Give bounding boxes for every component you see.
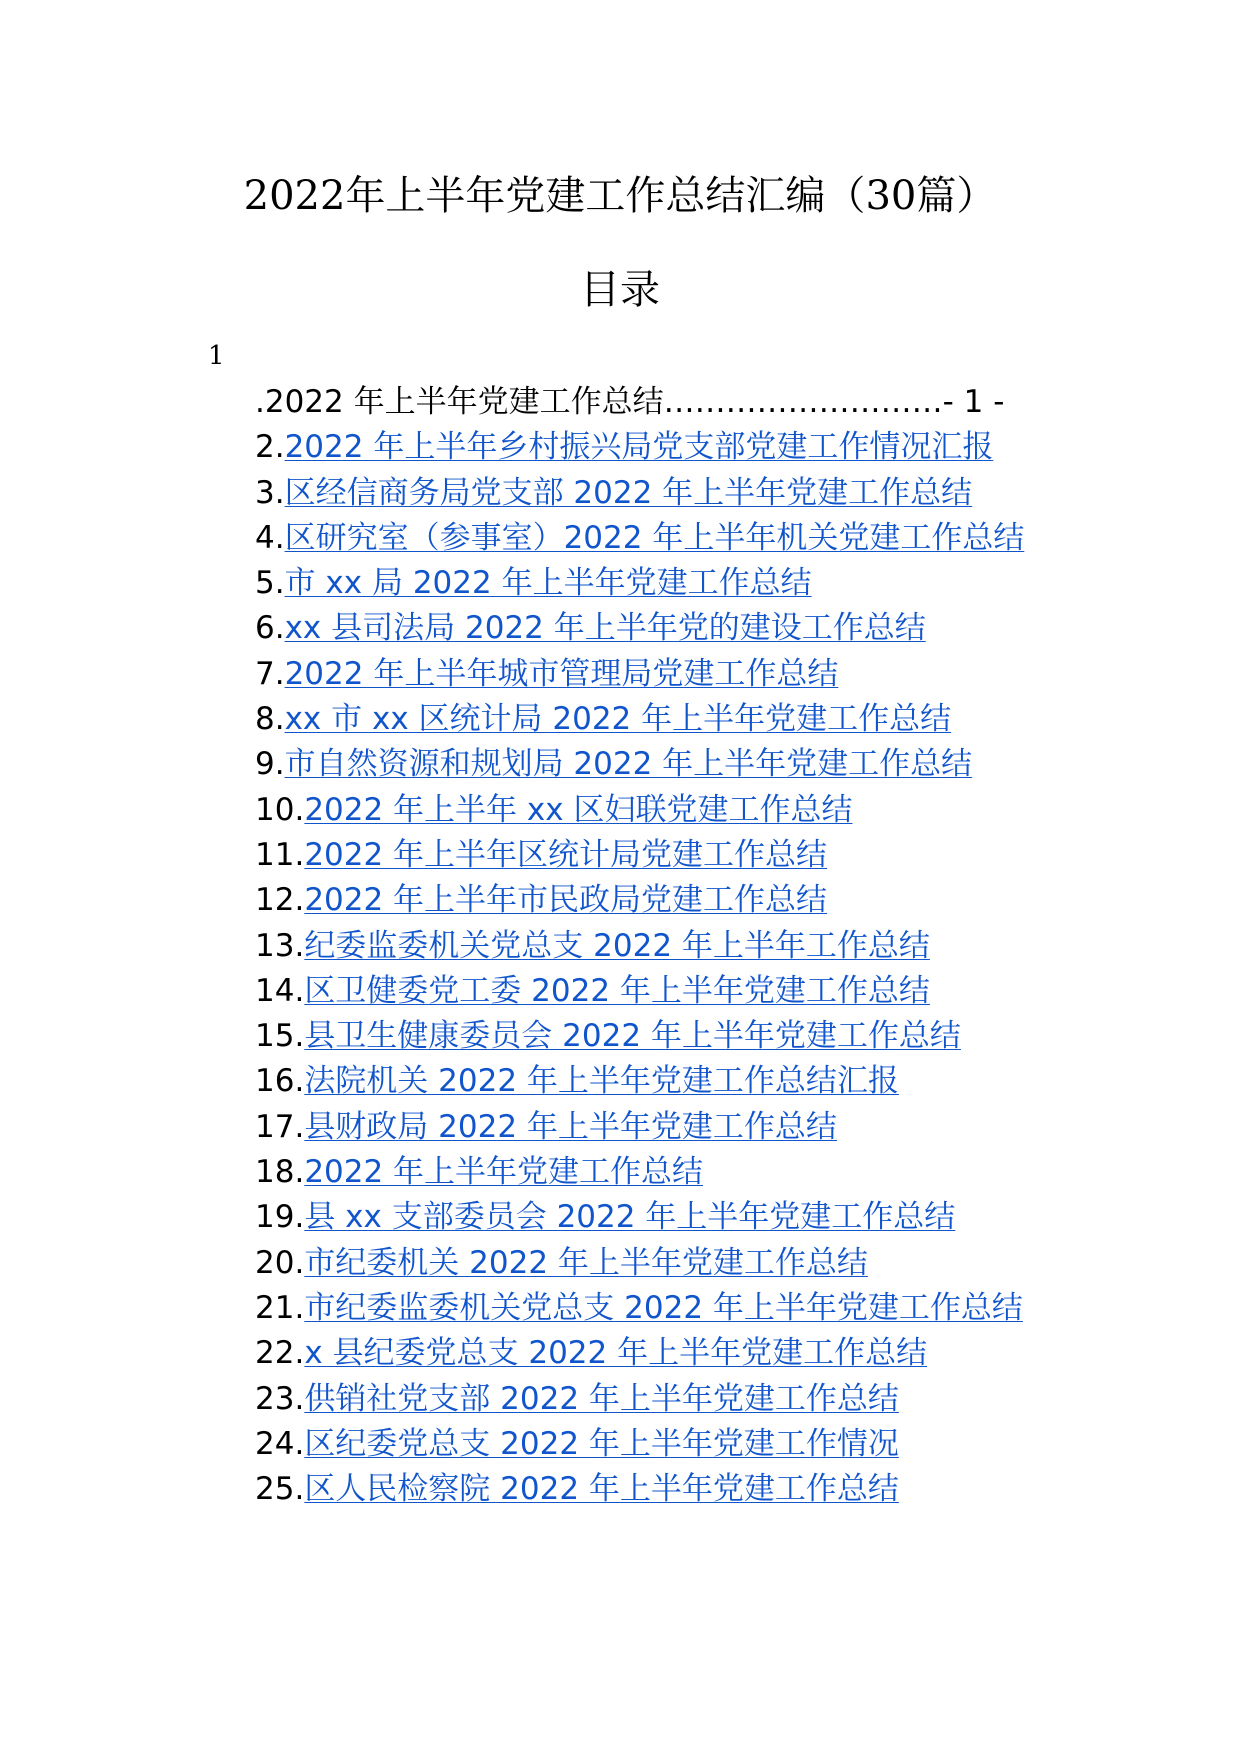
toc-entry-link[interactable]: 县 xx 支部委员会 2022 年上半年党建工作总结	[304, 1199, 956, 1236]
toc-entry-7[interactable]	[187, 652, 1047, 697]
toc-entry-link[interactable]: 区人民检察院 2022 年上半年党建工作总结	[304, 1471, 899, 1508]
toc-entry-list	[187, 425, 1047, 1512]
toc-entry-6[interactable]	[187, 606, 1047, 651]
toc-entry-link[interactable]: 2022 年上半年区统计局党建工作总结	[304, 836, 828, 873]
toc-entry-link[interactable]: 纪委监委机关党总支 2022 年上半年工作总结	[304, 927, 930, 964]
title-year: 2022	[243, 173, 346, 219]
toc-entry-20[interactable]	[187, 1241, 1047, 1286]
toc-entry-link[interactable]: 区经信商务局党支部 2022 年上半年党建工作总结	[284, 474, 973, 511]
toc-entry-number: 25.	[255, 1471, 305, 1508]
toc-entry-15[interactable]	[187, 1014, 1047, 1059]
toc-entry-number: 22.	[255, 1335, 305, 1372]
toc-entry-link[interactable]: x 县纪委党总支 2022 年上半年党建工作总结	[304, 1335, 928, 1372]
toc-entry-1[interactable]	[187, 380, 1047, 425]
toc-dot-leader: ………………………	[663, 384, 943, 420]
toc-entry-22[interactable]	[187, 1331, 1047, 1376]
toc-entry-number: 20.	[255, 1244, 305, 1281]
toc-entry-number: 13.	[255, 927, 305, 964]
toc-entry-link[interactable]: 2022 年上半年党建工作总结	[304, 1154, 704, 1191]
toc-entry-5[interactable]	[187, 561, 1047, 606]
toc-entry-number: 2.	[255, 429, 285, 466]
toc-entry-21[interactable]	[187, 1286, 1047, 1331]
toc-entry-3[interactable]	[187, 471, 1047, 516]
toc-entry-link[interactable]: 市纪委监委机关党总支 2022 年上半年党建工作总结	[304, 1289, 1023, 1326]
toc-entry-16[interactable]	[187, 1059, 1047, 1104]
toc-entry-title: .2022 年上半年党建工作总结	[255, 384, 664, 420]
toc-entry-link[interactable]: 县财政局 2022 年上半年党建工作总结	[304, 1108, 837, 1145]
toc-entry-number: 3.	[255, 474, 285, 511]
toc-entry-number: 12.	[255, 882, 305, 919]
toc-entry-number: 19.	[255, 1199, 305, 1236]
toc-entry-number: 7.	[255, 655, 285, 692]
toc-entry-link[interactable]: 市纪委机关 2022 年上半年党建工作总结	[304, 1244, 868, 1281]
toc-entry-link[interactable]: 2022 年上半年乡村振兴局党支部党建工作情况汇报	[284, 429, 994, 466]
toc-entry-number: 23.	[255, 1380, 305, 1417]
toc-entry-2[interactable]	[187, 425, 1047, 470]
title-tail: 篇）	[916, 173, 997, 219]
toc-entry-19[interactable]	[187, 1195, 1047, 1240]
toc-entry-11[interactable]	[187, 833, 1047, 878]
first-entry-index: 1	[208, 341, 225, 371]
toc-entry-number: 24.	[255, 1425, 305, 1462]
toc-entry-link[interactable]: 区纪委党总支 2022 年上半年党建工作情况	[304, 1425, 899, 1462]
toc-entry-link[interactable]: 市 xx 局 2022 年上半年党建工作总结	[284, 565, 812, 602]
toc-entry-number: 18.	[255, 1154, 305, 1191]
toc-entry-number: 15.	[255, 1018, 305, 1055]
toc-entry-link[interactable]: xx 市 xx 区统计局 2022 年上半年党建工作总结	[284, 701, 952, 738]
toc-entry-number: 14.	[255, 972, 305, 1009]
toc-entry-link[interactable]: 区研究室（参事室）2022 年上半年机关党建工作总结	[284, 519, 1025, 556]
toc-entry-number: 11.	[255, 836, 305, 873]
toc-entry-4[interactable]	[187, 516, 1047, 561]
toc-entry-number: 6.	[255, 610, 285, 647]
toc-entry-link[interactable]: 法院机关 2022 年上半年党建工作总结汇报	[304, 1063, 899, 1100]
toc-entry-12[interactable]	[187, 878, 1047, 923]
toc-entry-23[interactable]	[187, 1377, 1047, 1422]
toc-page-number: - 1 -	[942, 384, 1005, 420]
toc-entry-number: 16.	[255, 1063, 305, 1100]
toc-entry-14[interactable]	[187, 969, 1047, 1014]
toc-entry-8[interactable]	[187, 697, 1047, 742]
toc-entry-link[interactable]: 2022 年上半年市民政局党建工作总结	[304, 882, 828, 919]
title-count: 30	[865, 173, 917, 219]
toc-entry-17[interactable]	[187, 1105, 1047, 1150]
toc-entry-link[interactable]: 市自然资源和规划局 2022 年上半年党建工作总结	[284, 746, 973, 783]
toc-heading: 目录	[580, 267, 660, 313]
toc-entry-13[interactable]	[187, 924, 1047, 969]
title-main: 年上半年党建工作总结汇编（	[345, 173, 866, 219]
toc-entry-18[interactable]	[187, 1150, 1047, 1195]
toc-entry-link[interactable]: xx 县司法局 2022 年上半年党的建设工作总结	[284, 610, 926, 647]
toc-entry-number: 21.	[255, 1289, 305, 1326]
toc-entry-link[interactable]: 供销社党支部 2022 年上半年党建工作总结	[304, 1380, 899, 1417]
toc-entry-link[interactable]: 县卫生健康委员会 2022 年上半年党建工作总结	[304, 1018, 961, 1055]
toc-entry-link[interactable]: 区卫健委党工委 2022 年上半年党建工作总结	[304, 972, 930, 1009]
toc-entry-number: 17.	[255, 1108, 305, 1145]
toc-entry-10[interactable]	[187, 788, 1047, 833]
toc-entry-24[interactable]	[187, 1422, 1047, 1467]
toc-entry-link[interactable]: 2022 年上半年 xx 区妇联党建工作总结	[304, 791, 853, 828]
toc-entry-number: 4.	[255, 519, 285, 556]
toc-entry-number: 5.	[255, 565, 285, 602]
document-title	[0, 168, 1240, 224]
toc-entry-link[interactable]: 2022 年上半年城市管理局党建工作总结	[284, 655, 839, 692]
toc-entry-number: 10.	[255, 791, 305, 828]
toc-entry-9[interactable]	[187, 742, 1047, 787]
toc-entry-number: 9.	[255, 746, 285, 783]
table-of-contents	[187, 380, 1047, 1512]
toc-entry-number: 8.	[255, 701, 285, 738]
toc-entry-25[interactable]	[187, 1467, 1047, 1512]
